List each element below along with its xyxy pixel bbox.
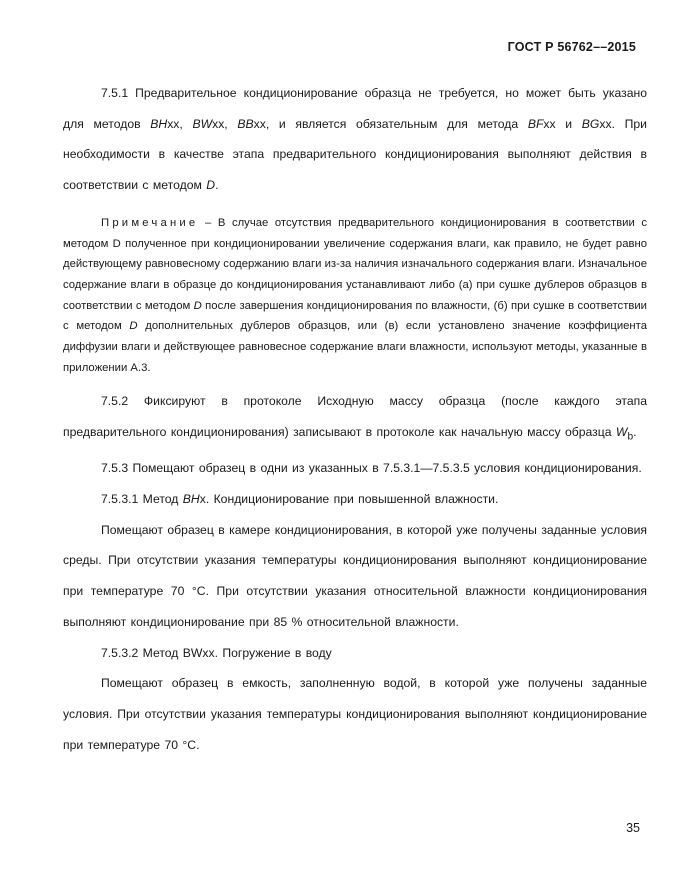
- text-run: 7.5.3.1 Метод: [101, 491, 183, 506]
- method-code: BH: [150, 116, 168, 131]
- method-code: D: [129, 320, 138, 333]
- method-code: BH: [182, 491, 200, 506]
- paragraph-7-5-3: 7.5.3 Помещают образец в одни из указанных в 7.5.3.1—7.5.3.5 условия кондиционирования.: [101, 461, 642, 476]
- standard-header: ГОСТ Р 56762––2015: [507, 40, 636, 54]
- page-number: 35: [626, 821, 640, 835]
- text-run: хх и: [543, 116, 582, 131]
- method-code: BB: [237, 116, 254, 131]
- paragraph-7-5-3-1: [63, 484, 647, 515]
- method-code: D: [193, 299, 202, 312]
- method-code: D: [206, 178, 216, 193]
- method-code: BF: [527, 116, 544, 131]
- method-code: BG: [581, 116, 600, 131]
- mass-symbol: W: [615, 425, 628, 440]
- text-run: х. Кондиционирование при повышенной влажности.: [199, 491, 499, 506]
- text-run: .: [633, 425, 637, 440]
- text-run: хх,: [212, 116, 238, 131]
- mass-subscript: b: [627, 431, 634, 443]
- paragraph-bh-procedure: Помещают образец в камере кондиционирования, в которой уже получены заданные условия среды. При отсутствии указания температуры кондиционирования выполняют кондиционирование при температуре 70 °С. При отсутствии указания относительной влажности кондиционирования выполняют кондиционирование при 85 % относительной влажности.: [63, 522, 647, 629]
- note-paragraph: [63, 213, 647, 379]
- text-run: хх, и является обязательным для метода: [253, 116, 528, 131]
- text-run: 7.5.1 Предварительное кондиционирование образца не требуется, но может быть указано для методов: [63, 86, 647, 131]
- paragraph-bw-procedure: Помещают образец в емкость, заполненную водой, в которой уже получены заданные условия. При отсутствии указания температуры кондиционирования выполняют кондиционирование при температуре 70 °С.: [63, 676, 647, 752]
- text-run: .: [215, 178, 219, 193]
- text-run: дополнительных дублеров образцов, или (в) если установлено значение коэффициента диффузии влаги и действующее равновесное содержание влаги влажности, используют методы, указанные в приложении А.3.: [63, 320, 647, 374]
- text-run: – В случае отсутствия предварительного кондиционирования в соответствии с методом D полученное при кондиционировании увеличение содержания влаги, как правило, не будет равно действующему равновесному содержанию влаги из-за наличия изначального содержания влаги. Изначальное содержание влаги в образце до кондиционирования устанавливают либо (а) при сушке дублеров образцов в соответствии с методом: [63, 216, 647, 312]
- paragraph-7-5-3-2: 7.5.3.2 Метод BWхх. Погружение в воду: [101, 645, 332, 660]
- paragraph-7-5-1: [63, 78, 647, 201]
- text-run: после завершения кондиционирования по влажности, (б) при сушке в соответствии с методом: [63, 299, 647, 333]
- method-code: BW: [192, 116, 213, 131]
- paragraph-7-5-2: [63, 386, 647, 453]
- text-run: хх. При необходимости в качестве этапа предварительного кондиционирования выполняют действия в соответствии с методом: [63, 116, 647, 193]
- text-run: хх,: [167, 116, 193, 131]
- note-label: Примечание: [101, 216, 199, 229]
- body-text: [63, 78, 647, 760]
- text-run: 7.5.2 Фиксируют в протоколе Исходную массу образца (после каждого этапа предварительного кондиционирования) записывают в протоколе как начальную массу образца: [63, 394, 647, 440]
